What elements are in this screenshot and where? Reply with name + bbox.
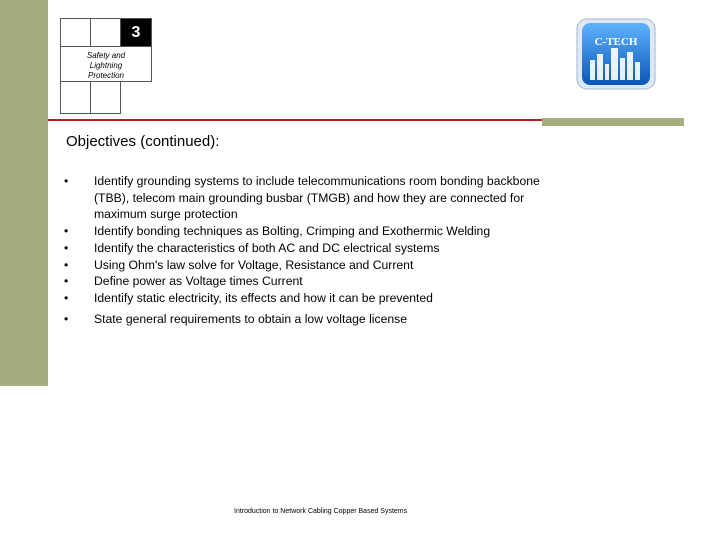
list-item — [62, 273, 622, 290]
list-item-text: Define power as Voltage times Current — [94, 274, 303, 289]
title-divider — [48, 119, 542, 121]
slide-title: Objectives (continued): — [66, 133, 220, 150]
list-item-text: (TBB), telecom main grounding busbar (TMGB) and how they are connected for — [94, 190, 525, 205]
chapter-cell — [90, 18, 121, 47]
left-accent-bar — [0, 0, 48, 386]
chapter-cell — [60, 81, 91, 114]
chapter-label — [60, 46, 152, 82]
list-item-text: Using Ohm's law solve for Voltage, Resistance and Current — [94, 257, 414, 272]
list-item-text: maximum surge protection — [94, 207, 238, 222]
list-item-text: Identify static electricity, its effects and how it can be prevented — [94, 290, 433, 305]
bullet-icon: • — [64, 257, 69, 272]
title-divider-accent — [542, 118, 684, 126]
list-item — [62, 173, 622, 223]
list-item-text: Identify grounding systems to include telecommunications room bonding backbone — [94, 174, 540, 188]
bullet-icon: • — [64, 274, 69, 289]
list-item — [62, 257, 622, 274]
list-item-text: State general requirements to obtain a low voltage license — [94, 311, 408, 326]
c-tech-logo — [576, 18, 656, 90]
chapter-indicator — [60, 18, 152, 114]
bullet-icon: • — [64, 240, 69, 255]
list-item-text: Identify bonding techniques as Bolting, Crimping and Exothermic Welding — [94, 224, 491, 239]
list-item — [62, 311, 622, 328]
bullet-icon: • — [64, 224, 69, 239]
bullet-icon: • — [64, 311, 69, 326]
chapter-label-line: Lightning — [89, 61, 123, 70]
chapter-cell — [60, 18, 91, 47]
list-item — [62, 240, 622, 257]
objectives-list — [62, 173, 622, 327]
chapter-cell — [90, 81, 121, 114]
bullet-icon: • — [64, 174, 69, 188]
logo-text: C-TECH — [594, 36, 638, 48]
chapter-label-line: Protection — [87, 71, 125, 80]
chapter-label-line: Safety and — [86, 51, 126, 60]
bullet-icon: • — [64, 290, 69, 305]
chapter-number: 3 — [120, 18, 152, 47]
list-item — [62, 290, 622, 307]
list-item — [62, 223, 622, 240]
list-item-text: Identify the characteristics of both AC and DC electrical systems — [94, 240, 440, 255]
footer-text: Introduction to Network Cabling Copper Based Systems — [234, 508, 408, 515]
